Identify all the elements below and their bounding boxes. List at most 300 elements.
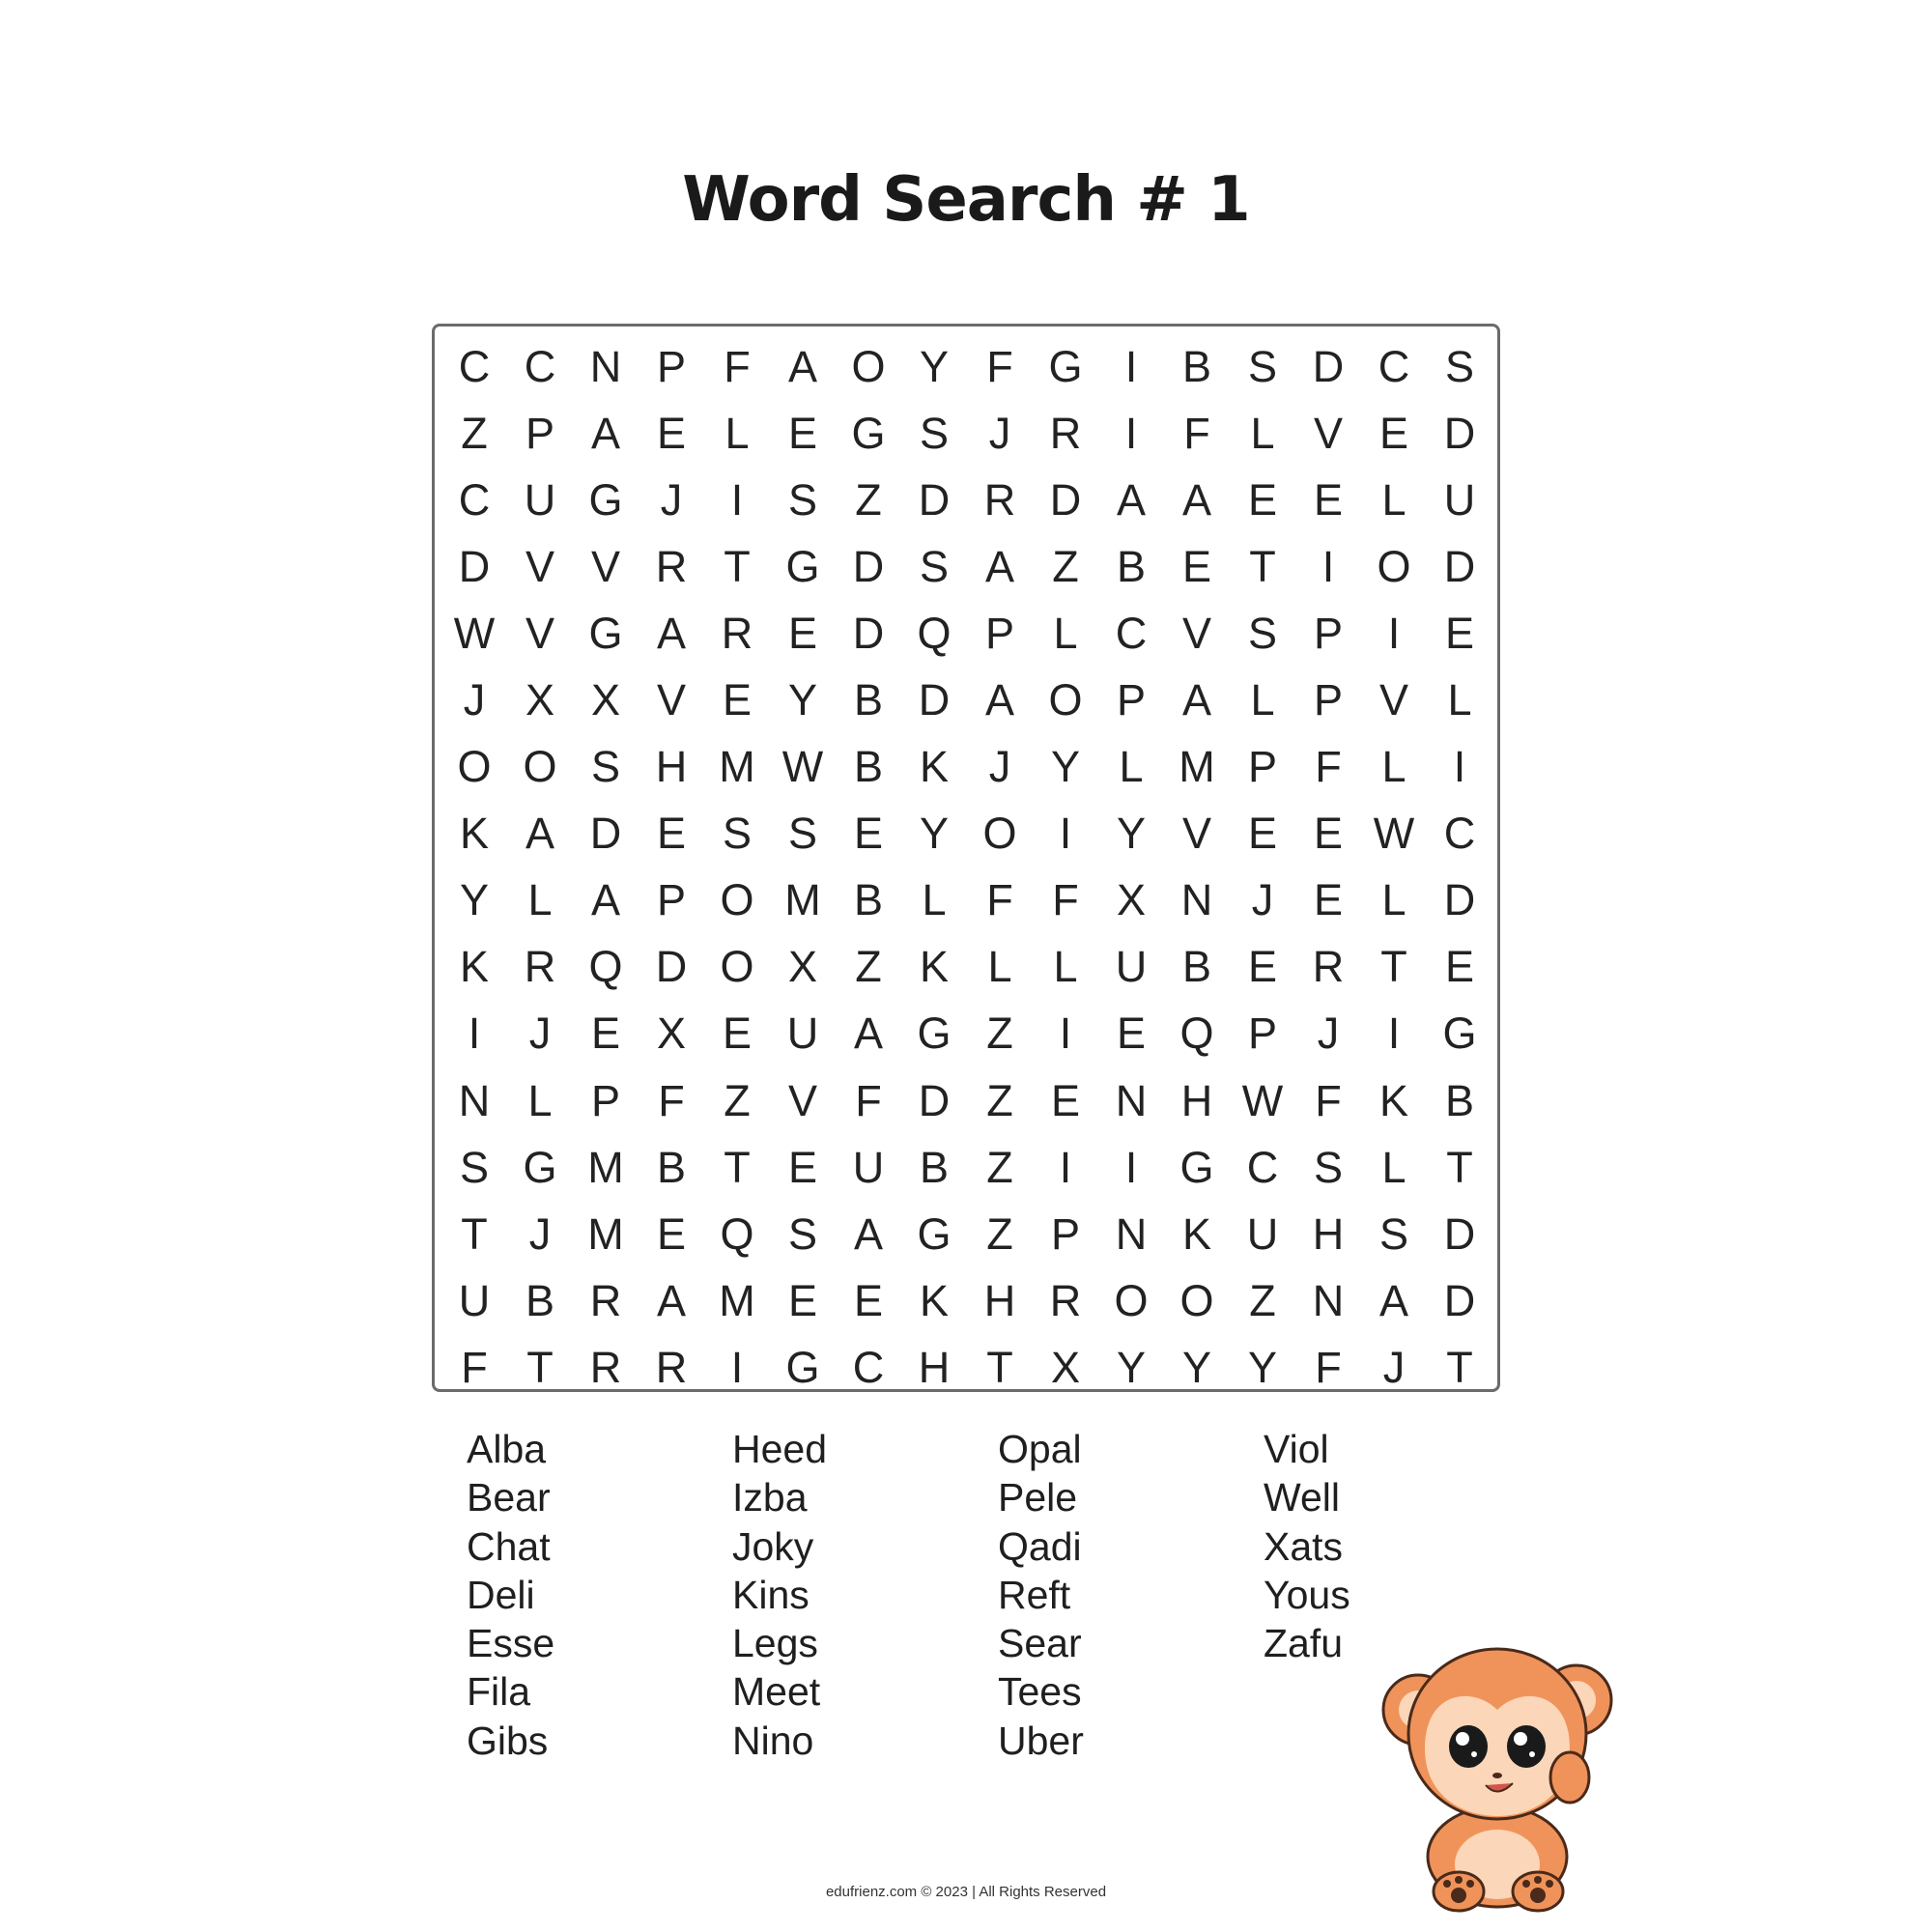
grid-cell: M xyxy=(719,1275,755,1325)
word-list-item: Meet xyxy=(732,1669,821,1715)
grid-cell: T xyxy=(724,1142,751,1192)
grid-cell: O xyxy=(1179,1275,1214,1325)
grid-cell: F xyxy=(1315,1075,1342,1125)
grid-cell: G xyxy=(1442,1009,1477,1059)
word-list-item: Opal xyxy=(998,1427,1082,1471)
grid-cell: E xyxy=(787,608,817,658)
grid-cell: P xyxy=(1050,1208,1080,1259)
grid-cell: F xyxy=(1315,742,1342,792)
grid-cell: J xyxy=(1251,875,1274,925)
grid-cell: L xyxy=(1447,675,1472,725)
grid-row xyxy=(441,1134,1492,1201)
grid-cell: L xyxy=(922,875,947,925)
word-list-column xyxy=(467,1425,732,1773)
grid-cell: P xyxy=(656,875,686,925)
grid-cell: S xyxy=(1444,341,1474,391)
grid-cell: A xyxy=(1116,474,1146,525)
grid-cell: A xyxy=(1181,474,1211,525)
grid-cell: J xyxy=(1382,1342,1406,1392)
grid-cell: C xyxy=(1115,608,1148,658)
grid-cell: S xyxy=(459,1142,489,1192)
grid-cell: R xyxy=(589,1275,622,1325)
grid-cell: L xyxy=(1381,474,1406,525)
grid-cell: R xyxy=(589,1342,622,1392)
grid-cell: Y xyxy=(459,875,489,925)
grid-cell: S xyxy=(1313,1142,1343,1192)
grid-cell: K xyxy=(459,809,489,859)
grid-row xyxy=(441,801,1492,867)
word-list-item: Bear xyxy=(467,1475,551,1520)
grid-cell: D xyxy=(852,608,885,658)
grid-cell: I xyxy=(1124,408,1138,458)
grid-cell: L xyxy=(1381,875,1406,925)
grid-cell: O xyxy=(720,875,754,925)
letter-grid xyxy=(441,333,1492,1392)
grid-cell: S xyxy=(1247,341,1277,391)
grid-cell: S xyxy=(1378,1208,1408,1259)
grid-cell: C xyxy=(1443,809,1476,859)
grid-cell: G xyxy=(588,474,623,525)
grid-cell: N xyxy=(1115,1075,1148,1125)
grid-cell: G xyxy=(785,1342,820,1392)
grid-cell: E xyxy=(1247,942,1277,992)
grid-cell: B xyxy=(656,1142,686,1192)
grid-cell: T xyxy=(986,1342,1013,1392)
grid-cell: D xyxy=(1443,1208,1476,1259)
word-list-item: Chat xyxy=(467,1523,551,1569)
grid-cell: B xyxy=(853,742,883,792)
grid-cell: F xyxy=(724,341,751,391)
grid-cell: F xyxy=(1183,408,1210,458)
grid-cell: B xyxy=(1181,942,1211,992)
grid-cell: Y xyxy=(1116,1342,1146,1392)
grid-cell: L xyxy=(987,942,1012,992)
grid-cell: U xyxy=(1246,1208,1279,1259)
grid-row xyxy=(441,867,1492,934)
grid-cell: Z xyxy=(986,1142,1013,1192)
word-list-item: Well xyxy=(1264,1475,1340,1520)
word-list-item: Gibs xyxy=(467,1718,549,1763)
grid-cell: F xyxy=(461,1342,488,1392)
grid-cell: C xyxy=(1378,341,1410,391)
word-list-item: Tees xyxy=(998,1669,1082,1715)
grid-cell: E xyxy=(787,1275,817,1325)
grid-cell: O xyxy=(720,942,754,992)
grid-cell: E xyxy=(1116,1009,1146,1059)
grid-cell: L xyxy=(1381,742,1406,792)
grid-cell: Z xyxy=(986,1075,1013,1125)
grid-cell: C xyxy=(852,1342,885,1392)
grid-cell: S xyxy=(787,1208,817,1259)
word-list-item: Nino xyxy=(732,1718,814,1763)
word-list-item: Heed xyxy=(732,1427,828,1471)
grid-cell: I xyxy=(1321,541,1335,591)
grid-cell: R xyxy=(721,608,753,658)
grid-cell: J xyxy=(528,1009,552,1059)
grid-cell: J xyxy=(988,408,1011,458)
grid-cell: A xyxy=(984,541,1014,591)
grid-cell: M xyxy=(719,742,755,792)
grid-cell: P xyxy=(1247,742,1277,792)
grid-cell: F xyxy=(1315,1342,1342,1392)
grid-cell: Z xyxy=(986,1009,1013,1059)
grid-cell: L xyxy=(1053,608,1078,658)
grid-cell: N xyxy=(1312,1275,1345,1325)
grid-cell: B xyxy=(853,875,883,925)
grid-cell: T xyxy=(461,1208,488,1259)
grid-cell: O xyxy=(1377,541,1411,591)
grid-cell: K xyxy=(919,742,949,792)
grid-cell: K xyxy=(919,1275,949,1325)
grid-cell: X xyxy=(787,942,817,992)
monkey-mascot-icon xyxy=(1372,1633,1623,1913)
grid-cell: D xyxy=(1443,408,1476,458)
grid-cell: X xyxy=(525,675,554,725)
grid-cell: E xyxy=(1313,474,1343,525)
grid-cell: X xyxy=(656,1009,686,1059)
grid-cell: Y xyxy=(1050,742,1080,792)
grid-cell: C xyxy=(524,341,556,391)
grid-cell: T xyxy=(1446,1142,1473,1192)
grid-cell: A xyxy=(853,1208,883,1259)
grid-cell: O xyxy=(523,742,557,792)
grid-cell: K xyxy=(459,942,489,992)
grid-cell: N xyxy=(589,341,622,391)
grid-cell: L xyxy=(724,408,750,458)
grid-cell: A xyxy=(1181,675,1211,725)
grid-cell: U xyxy=(1115,942,1148,992)
grid-cell: B xyxy=(919,1142,949,1192)
grid-cell: P xyxy=(1116,675,1146,725)
grid-cell: Y xyxy=(787,675,817,725)
grid-cell: J xyxy=(528,1208,552,1259)
grid-cell: L xyxy=(1250,408,1275,458)
grid-cell: G xyxy=(917,1009,952,1059)
grid-cell: I xyxy=(1059,809,1072,859)
page-title: Word Search # 1 xyxy=(682,164,1250,236)
word-list-item: Sear xyxy=(998,1621,1082,1666)
grid-cell: A xyxy=(1378,1275,1408,1325)
grid-cell: C xyxy=(1246,1142,1279,1192)
grid-cell: T xyxy=(526,1342,554,1392)
grid-cell: E xyxy=(656,408,686,458)
grid-cell: S xyxy=(590,742,620,792)
grid-cell: Y xyxy=(1181,1342,1211,1392)
grid-cell: U xyxy=(786,1009,819,1059)
grid-cell: E xyxy=(1444,608,1474,658)
grid-cell: G xyxy=(917,1208,952,1259)
grid-cell: Z xyxy=(986,1208,1013,1259)
grid-cell: E xyxy=(1050,1075,1080,1125)
grid-cell: I xyxy=(1124,1142,1138,1192)
word-list-item: Legs xyxy=(732,1621,818,1666)
word-list-item: Deli xyxy=(467,1572,535,1617)
grid-cell: U xyxy=(852,1142,885,1192)
grid-cell: J xyxy=(988,742,1011,792)
grid-cell: V xyxy=(1181,809,1211,859)
grid-cell: V xyxy=(1181,608,1211,658)
grid-cell: Y xyxy=(919,341,949,391)
grid-cell: R xyxy=(655,1342,688,1392)
word-list-item: Joky xyxy=(732,1523,814,1569)
grid-cell: G xyxy=(785,541,820,591)
grid-cell: E xyxy=(722,1009,752,1059)
grid-cell: D xyxy=(852,541,885,591)
grid-cell: O xyxy=(1114,1275,1149,1325)
grid-cell: D xyxy=(655,942,688,992)
grid-cell: N xyxy=(1180,875,1213,925)
word-list-item: Qadi xyxy=(998,1523,1082,1569)
grid-cell: D xyxy=(918,474,951,525)
grid-row xyxy=(441,734,1492,801)
grid-cell: I xyxy=(1059,1009,1072,1059)
grid-cell: I xyxy=(1387,608,1401,658)
word-list xyxy=(467,1425,1529,1773)
grid-cell: Z xyxy=(724,1075,751,1125)
grid-row xyxy=(441,934,1492,1001)
grid-cell: E xyxy=(787,1142,817,1192)
grid-cell: V xyxy=(1378,675,1408,725)
grid-cell: U xyxy=(524,474,556,525)
grid-cell: B xyxy=(853,675,883,725)
grid-cell: S xyxy=(787,809,817,859)
grid-cell: K xyxy=(1181,1208,1211,1259)
grid-cell: O xyxy=(851,341,886,391)
grid-cell: D xyxy=(918,675,951,725)
grid-row xyxy=(441,533,1492,600)
grid-cell: E xyxy=(1247,474,1277,525)
grid-cell: K xyxy=(1378,1075,1408,1125)
grid-cell: D xyxy=(458,541,491,591)
grid-row xyxy=(441,667,1492,733)
grid-cell: E xyxy=(1444,942,1474,992)
grid-cell: L xyxy=(1250,675,1275,725)
grid-cell: L xyxy=(1119,742,1144,792)
grid-row xyxy=(441,1201,1492,1267)
grid-cell: I xyxy=(1059,1142,1072,1192)
grid-cell: F xyxy=(986,875,1013,925)
grid-cell: B xyxy=(525,1275,554,1325)
grid-cell: X xyxy=(1050,1342,1080,1392)
grid-cell: G xyxy=(1048,341,1083,391)
grid-cell: A xyxy=(787,341,817,391)
grid-cell: U xyxy=(458,1275,491,1325)
grid-cell: D xyxy=(589,809,622,859)
grid-cell: F xyxy=(658,1075,685,1125)
grid-cell: F xyxy=(855,1075,882,1125)
grid-cell: A xyxy=(656,608,686,658)
grid-cell: H xyxy=(1180,1075,1213,1125)
grid-cell: H xyxy=(983,1275,1016,1325)
grid-cell: L xyxy=(1053,942,1078,992)
grid-cell: Y xyxy=(919,809,949,859)
grid-cell: V xyxy=(1313,408,1343,458)
grid-cell: E xyxy=(1378,408,1408,458)
grid-cell: E xyxy=(1181,541,1211,591)
word-list-item: Reft xyxy=(998,1572,1071,1617)
word-list-column xyxy=(732,1425,998,1773)
grid-cell: P xyxy=(1247,1009,1277,1059)
grid-cell: H xyxy=(918,1342,951,1392)
grid-cell: P xyxy=(984,608,1014,658)
grid-cell: D xyxy=(1443,1275,1476,1325)
grid-cell: Z xyxy=(855,474,882,525)
grid-cell: A xyxy=(656,1275,686,1325)
grid-cell: R xyxy=(1049,1275,1082,1325)
grid-cell: W xyxy=(1241,1075,1284,1125)
grid-cell: Y xyxy=(1116,809,1146,859)
grid-cell: V xyxy=(525,541,554,591)
copyright-footer: edufrienz.com © 2023 | All Rights Reserved xyxy=(825,1884,1107,1900)
grid-cell: A xyxy=(590,875,620,925)
word-list-item: Fila xyxy=(467,1669,531,1715)
grid-cell: C xyxy=(458,341,491,391)
grid-cell: W xyxy=(781,742,824,792)
grid-cell: E xyxy=(590,1009,620,1059)
grid-cell: Y xyxy=(1247,1342,1277,1392)
word-list-item: Kins xyxy=(732,1572,810,1617)
grid-cell: I xyxy=(1387,1009,1401,1059)
grid-cell: P xyxy=(1313,608,1343,658)
grid-cell: E xyxy=(853,1275,883,1325)
grid-cell: W xyxy=(453,608,496,658)
grid-cell: I xyxy=(730,1342,744,1392)
grid-cell: R xyxy=(1049,408,1082,458)
grid-cell: F xyxy=(986,341,1013,391)
grid-cell: V xyxy=(590,541,620,591)
grid-cell: L xyxy=(527,1075,553,1125)
grid-row xyxy=(441,1001,1492,1067)
grid-row xyxy=(441,1334,1492,1401)
grid-cell: E xyxy=(656,809,686,859)
grid-cell: E xyxy=(656,1208,686,1259)
word-list-column xyxy=(998,1425,1264,1773)
word-list-item: Uber xyxy=(998,1718,1084,1763)
word-list-item: Esse xyxy=(467,1621,555,1666)
word-list-item: Pele xyxy=(998,1475,1078,1520)
grid-cell: I xyxy=(1453,742,1466,792)
grid-cell: P xyxy=(525,408,554,458)
grid-cell: E xyxy=(853,809,883,859)
grid-cell: B xyxy=(1116,541,1146,591)
grid-cell: D xyxy=(1443,875,1476,925)
grid-cell: R xyxy=(1312,942,1345,992)
grid-cell: E xyxy=(722,675,752,725)
grid-cell: E xyxy=(1313,875,1343,925)
grid-cell: P xyxy=(590,1075,620,1125)
grid-cell: B xyxy=(1181,341,1211,391)
grid-cell: J xyxy=(660,474,683,525)
word-list-item: Zafu xyxy=(1264,1621,1344,1666)
grid-cell: O xyxy=(1048,675,1083,725)
grid-row xyxy=(441,600,1492,667)
grid-cell: X xyxy=(1116,875,1146,925)
grid-cell: S xyxy=(919,408,949,458)
word-list-item: Viol xyxy=(1264,1427,1329,1471)
grid-cell: X xyxy=(590,675,620,725)
grid-cell: M xyxy=(587,1142,624,1192)
grid-cell: A xyxy=(984,675,1014,725)
grid-cell: A xyxy=(853,1009,883,1059)
grid-row xyxy=(441,1267,1492,1334)
grid-cell: T xyxy=(724,541,751,591)
grid-cell: S xyxy=(787,474,817,525)
grid-row xyxy=(441,333,1492,400)
grid-cell: I xyxy=(1124,341,1138,391)
grid-cell: I xyxy=(730,474,744,525)
grid-cell: O xyxy=(982,809,1017,859)
grid-cell: R xyxy=(655,541,688,591)
grid-cell: N xyxy=(458,1075,491,1125)
grid-cell: G xyxy=(523,1142,557,1192)
grid-cell: H xyxy=(1312,1208,1345,1259)
grid-cell: P xyxy=(656,341,686,391)
grid-row xyxy=(441,400,1492,467)
grid-cell: W xyxy=(1373,809,1415,859)
grid-cell: K xyxy=(919,942,949,992)
grid-cell: R xyxy=(983,474,1016,525)
word-list-item: Yous xyxy=(1264,1572,1350,1617)
grid-cell: Q xyxy=(1179,1009,1214,1059)
grid-cell: G xyxy=(851,408,886,458)
grid-cell: D xyxy=(918,1075,951,1125)
grid-cell: E xyxy=(787,408,817,458)
grid-cell: S xyxy=(1247,608,1277,658)
grid-cell: S xyxy=(919,541,949,591)
grid-row xyxy=(441,467,1492,533)
grid-cell: G xyxy=(588,608,623,658)
grid-cell: A xyxy=(525,809,554,859)
grid-cell: D xyxy=(1443,541,1476,591)
grid-cell: V xyxy=(656,675,686,725)
grid-cell: M xyxy=(784,875,821,925)
grid-cell: M xyxy=(1179,742,1215,792)
grid-cell: Z xyxy=(855,942,882,992)
grid-cell: H xyxy=(655,742,688,792)
grid-cell: R xyxy=(524,942,556,992)
grid-cell: Z xyxy=(1249,1275,1276,1325)
grid-cell: O xyxy=(457,742,492,792)
grid-cell: T xyxy=(1446,1342,1473,1392)
grid-cell: Z xyxy=(1052,541,1079,591)
grid-cell: Z xyxy=(461,408,488,458)
letter-grid-frame xyxy=(432,324,1500,1392)
grid-cell: C xyxy=(458,474,491,525)
grid-cell: B xyxy=(1444,1075,1474,1125)
grid-cell: D xyxy=(1049,474,1082,525)
grid-cell: J xyxy=(463,675,486,725)
grid-cell: T xyxy=(1249,541,1276,591)
grid-cell: Q xyxy=(917,608,952,658)
grid-cell: G xyxy=(1179,1142,1214,1192)
grid-cell: J xyxy=(1317,1009,1340,1059)
grid-cell: P xyxy=(1313,675,1343,725)
word-list-item: Alba xyxy=(467,1427,547,1471)
grid-cell: V xyxy=(525,608,554,658)
grid-row xyxy=(441,1067,1492,1134)
grid-cell: Q xyxy=(720,1208,754,1259)
grid-cell: Q xyxy=(588,942,623,992)
word-list-item: Izba xyxy=(732,1475,808,1520)
word-list-item: Xats xyxy=(1264,1523,1344,1569)
grid-cell: D xyxy=(1312,341,1345,391)
grid-cell: L xyxy=(1381,1142,1406,1192)
grid-cell: F xyxy=(1052,875,1079,925)
grid-cell: S xyxy=(722,809,752,859)
grid-cell: M xyxy=(587,1208,624,1259)
grid-cell: V xyxy=(787,1075,817,1125)
grid-cell: L xyxy=(527,875,553,925)
